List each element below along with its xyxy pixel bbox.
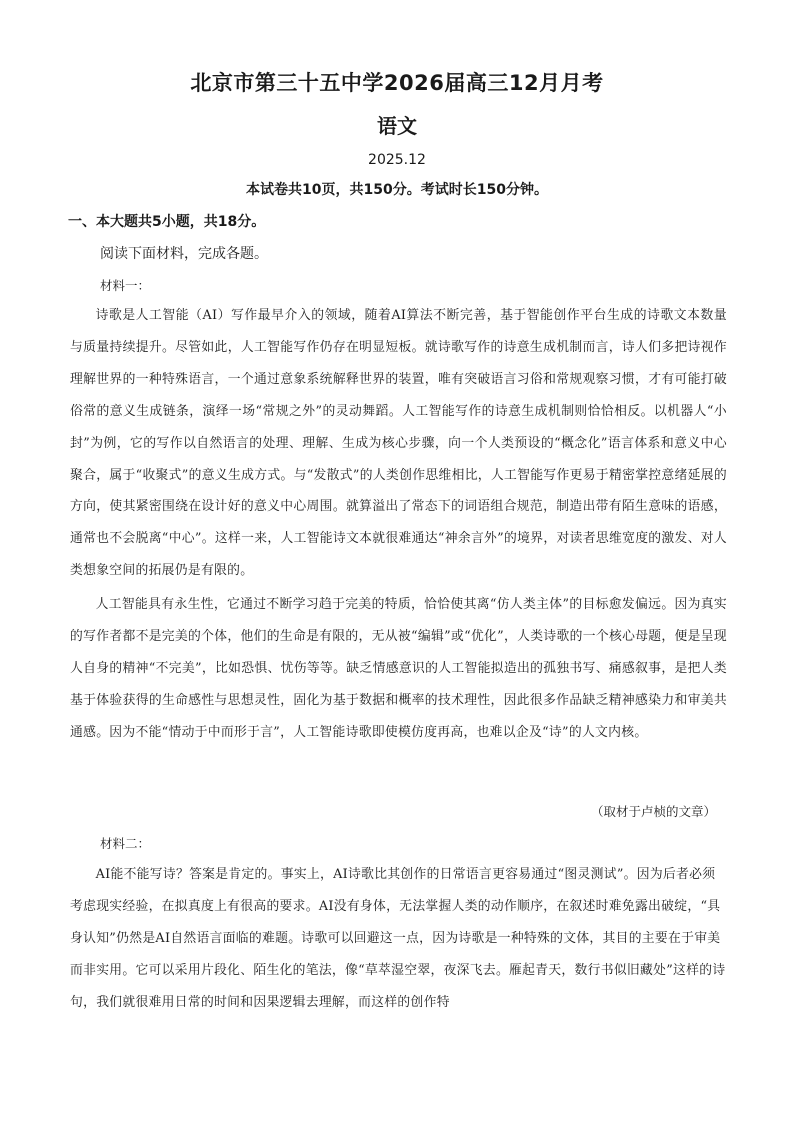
material1-paragraph: 人工智能具有永生性，它通过不断学习趋于完美的特质，恰恰使其离“仿人类主体”的目标愈发偏远。因为真实的写作者都不是完美的个体，他们的生命是有限的，无从被“编辑”或“优化”，人类诗歌的一个核心母题，便是呈现人自身的精神“不完美”，比如恐惧、忧伤等等。缺乏情感意识的人工智能拟造出的孤独书写、痛感叙事，是把人类基于体验获得的生命感性与思想灵性，固化为基于数据和概率的技术理性，因此很多作品缺乏精神感染力和审美共通感。因为不能“情动于中而形于言”，人工智能诗歌即使模仿度再高，也难以企及“诗”的人文内核。 [70,597,727,740]
subject-title: 语文 [377,114,417,138]
material2-label: 材料二： [100,836,151,851]
material1-source: （取材于卢桢的文章） [590,804,716,819]
exam-title: 北京市第三十五中学2026届高三12月月考 [190,71,604,95]
exam-date: 2025.12 [368,152,426,168]
material2-body [70,859,727,1019]
material2-paragraph: AI能不能写诗？答案是肯定的。事实上，AI诗歌比其创作的日常语言更容易通过“图灵测试”。因为后者必须考虑现实经验，在拟真度上有很高的要求。AI没有身体，无法掌握人类的动作顺序，在叙述时难免露出破绽，“具身认知”仍然是AI自然语言面临的难题。诗歌可以回避这一点，因为诗歌是一种特殊的文体，其目的主要在于审美而非实用。它可以采用片段化、陌生化的笔法，像“草萃湿空翠，夜深飞去。雁起青天，数行书似旧藏处”这样的诗句，我们就很难用日常的时间和因果逻辑去理解，而这样的创作特 [70,867,726,1010]
material1-label: 材料一： [100,278,151,293]
exam-info: 本试卷共10页，共150分。考试时长150分钟。 [246,182,548,198]
reading-instruction: 阅读下面材料，完成各题。 [100,246,268,262]
material1-paragraph: 诗歌是人工智能（AI）写作最早介入的领域，随着AI算法不断完善，基于智能创作平台生成的诗歌文本数量与质量持续提升。尽管如此，人工智能写作仍存在明显短板。就诗歌写作的诗意生成机制而言，诗人们多把诗视作理解世界的一种特殊语言，一个通过意象系统解释世界的装置，唯有突破语言习俗和常规观察习惯，才有可能打破俗常的意义生成链条，演绎一场“常规之外”的灵动舞蹈。人工智能写作的诗意生成机制则恰恰相反。以机器人“小封”为例，它的写作以自然语言的处理、理解、生成为核心步骤，向一个人类预设的“概念化”语言体系和意义中心聚合，属于“收聚式”的意义生成方式。与“发散式”的人类创作思维相比，人工智能写作更易于精密掌控意绪延展的方向，使其紧密围绕在设计好的意义中心周围。就算溢出了常态下的词语组合规范，制造出带有陌生意味的语感，通常也不会脱离“中心”。这样一来，人工智能诗文本就很难通达“神余言外”的境界，对读者思维宽度的激发、对人类想象空间的拓展仍是有限的。 [70,308,727,579]
material1-body [70,300,727,749]
section-heading: 一、本大题共5小题，共18分。 [68,214,266,230]
